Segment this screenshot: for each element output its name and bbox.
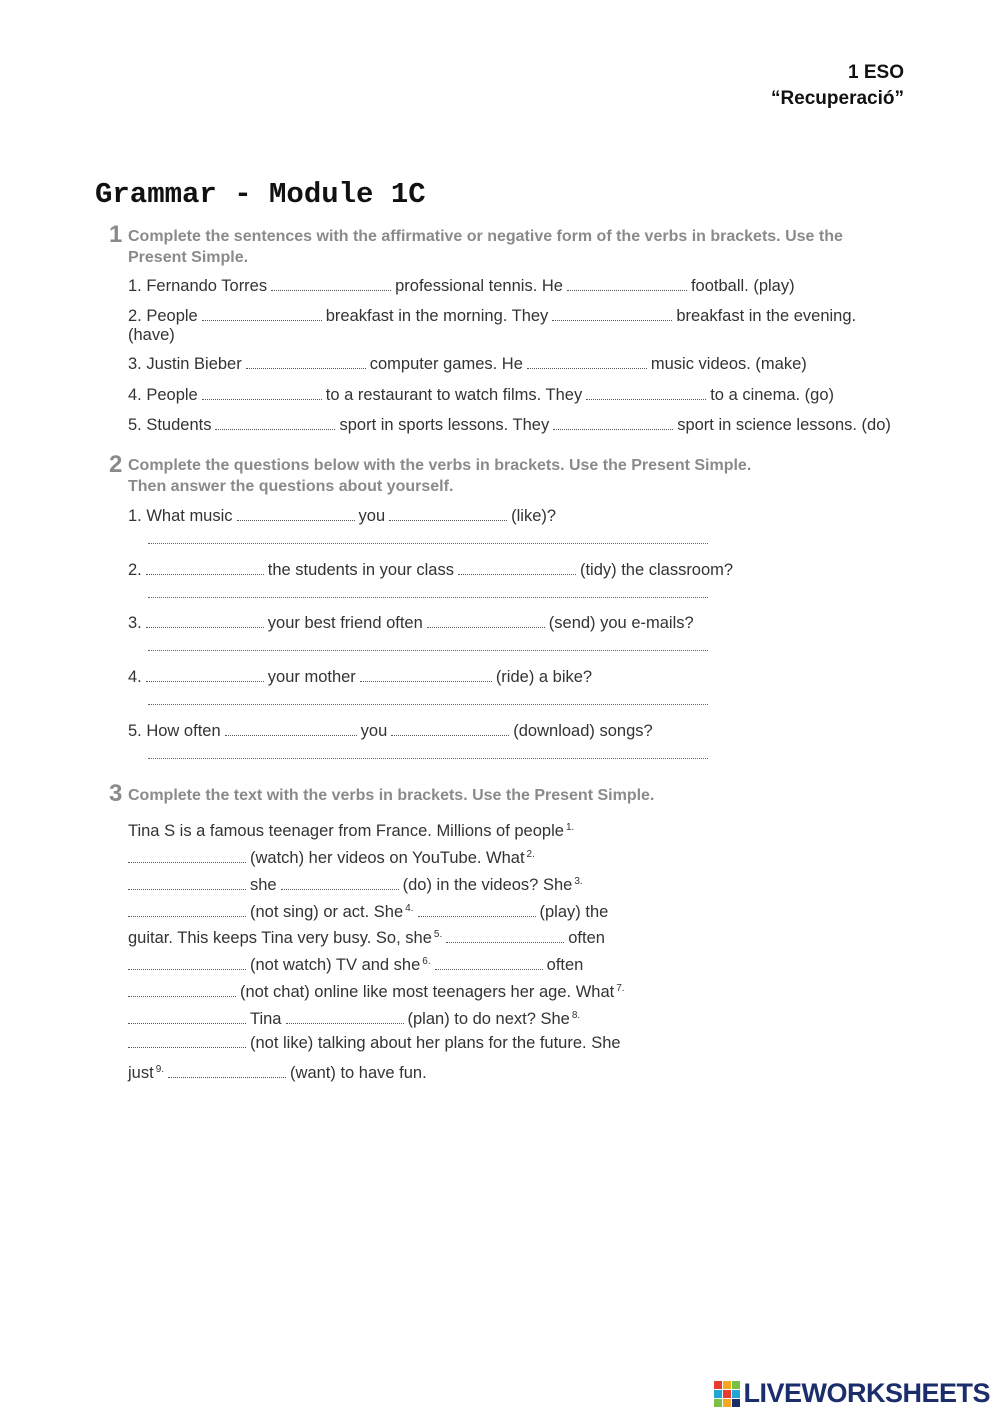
answer-blank[interactable]	[128, 1019, 246, 1024]
exercise-3-instruction: Complete the text with the verbs in brackets. Use the Present Simple.	[128, 787, 655, 804]
ex1-sentence-2: 2. People breakfast in the morning. They breakfast in the evening.	[128, 307, 857, 325]
answer-blank[interactable]	[202, 316, 322, 321]
answer-blank[interactable]	[286, 1019, 404, 1024]
answer-blank[interactable]	[237, 516, 355, 521]
ex2-answer-line-4[interactable]	[148, 704, 708, 705]
ex1-sentence-5: 5. Students sport in sports lessons. They sport in science lessons. (do)	[128, 416, 891, 434]
ex2-answer-line-1[interactable]	[148, 543, 708, 544]
ex2-question-5: 5. How often you (download) songs?	[128, 722, 653, 740]
page-title: Grammar - Module 1C	[95, 178, 426, 211]
ex1-sentence-2-cont: (have)	[128, 326, 175, 344]
answer-blank[interactable]	[360, 677, 492, 682]
ex3-text-line-4: (not sing) or act. She $^{4.}$ (play) the	[128, 899, 608, 922]
course-level: 1 ESO	[848, 62, 904, 83]
answer-blank[interactable]	[553, 425, 673, 430]
answer-blank[interactable]	[128, 1043, 246, 1048]
ex2-answer-line-5[interactable]	[148, 758, 708, 759]
exercise-2-instruction: Complete the questions below with the verbs in brackets. Use the Present Simple. Then answer the questions about yourself.	[128, 457, 752, 495]
ex3-text-line-8: Tina (plan) to do next? She $^{8.}$	[128, 1006, 580, 1029]
ex3-text-line-2: (watch) her videos on YouTube. What $^{2.}$	[128, 845, 535, 868]
ex2-question-2: 2. the students in your class (tidy) the classroom?	[128, 561, 734, 579]
answer-blank[interactable]	[128, 965, 246, 970]
answer-blank[interactable]	[128, 912, 246, 917]
answer-blank[interactable]	[246, 364, 366, 369]
exercise-3-number: 3	[109, 780, 123, 807]
answer-blank[interactable]	[146, 623, 264, 628]
ex3-text-line-10: just $^{9.}$ (want) to have fun.	[128, 1064, 427, 1082]
answer-blank[interactable]	[128, 992, 236, 997]
ex2-answer-line-3[interactable]	[148, 650, 708, 651]
answer-blank[interactable]	[586, 395, 706, 400]
course-subtitle: “Recuperació”	[770, 88, 904, 109]
answer-blank[interactable]	[271, 286, 391, 291]
answer-blank[interactable]	[225, 731, 357, 736]
answer-blank[interactable]	[168, 1073, 286, 1078]
answer-blank[interactable]	[281, 885, 399, 890]
ex1-sentence-1: 1. Fernando Torres professional tennis. He football. (play)	[128, 277, 795, 295]
exercise-1-instruction: Complete the sentences with the affirmative or negative form of the verbs in brackets. Use the Present Simple.	[128, 228, 843, 266]
logo-mark-icon	[714, 1381, 740, 1407]
ex3-text-line-9: (not like) talking about her plans for the future. She	[128, 1033, 621, 1053]
exercise-1-number: 1	[109, 221, 123, 248]
brand-name: LIVEWORKSHEETS	[743, 1378, 990, 1408]
answer-blank[interactable]	[435, 965, 543, 970]
liveworksheets-logo	[714, 1378, 990, 1409]
answer-blank[interactable]	[552, 316, 672, 321]
answer-blank[interactable]	[128, 885, 246, 890]
answer-blank[interactable]	[202, 395, 322, 400]
header-block	[771, 60, 904, 112]
ex2-question-3: 3. your best friend often (send) you e-mails?	[128, 614, 694, 632]
ex3-text-line-6: (not watch) TV and she $^{6.}$ often	[128, 952, 583, 975]
answer-blank[interactable]	[527, 364, 647, 369]
answer-blank[interactable]	[567, 286, 687, 291]
ex2-answer-line-2[interactable]	[148, 597, 708, 598]
answer-blank[interactable]	[458, 570, 576, 575]
ex1-sentence-3: 3. Justin Bieber computer games. He music videos. (make)	[128, 355, 807, 373]
answer-blank[interactable]	[128, 858, 246, 863]
ex3-text-line-3: she (do) in the videos? She $^{3.}$	[128, 872, 583, 895]
ex3-text-line-5: guitar. This keeps Tina very busy. So, she $^{5.}$ often	[128, 929, 605, 947]
answer-blank[interactable]	[427, 623, 545, 628]
ex3-text-line-7: (not chat) online like most teenagers her age. What $^{7.}$	[128, 979, 625, 1002]
answer-blank[interactable]	[146, 570, 264, 575]
ex1-sentence-4: 4. People to a restaurant to watch films. They to a cinema. (go)	[128, 386, 835, 404]
answer-blank[interactable]	[146, 677, 264, 682]
ex2-question-4: 4. your mother (ride) a bike?	[128, 668, 593, 686]
answer-blank[interactable]	[446, 938, 564, 943]
exercise-2-number: 2	[109, 451, 123, 478]
answer-blank[interactable]	[391, 731, 509, 736]
answer-blank[interactable]	[215, 425, 335, 430]
answer-blank[interactable]	[389, 516, 507, 521]
ex3-text-line-1: Tina S is a famous teenager from France. Millions of people $^{1.}$	[128, 822, 575, 840]
ex2-question-1: 1. What music you (like)?	[128, 507, 557, 525]
answer-blank[interactable]	[418, 912, 536, 917]
